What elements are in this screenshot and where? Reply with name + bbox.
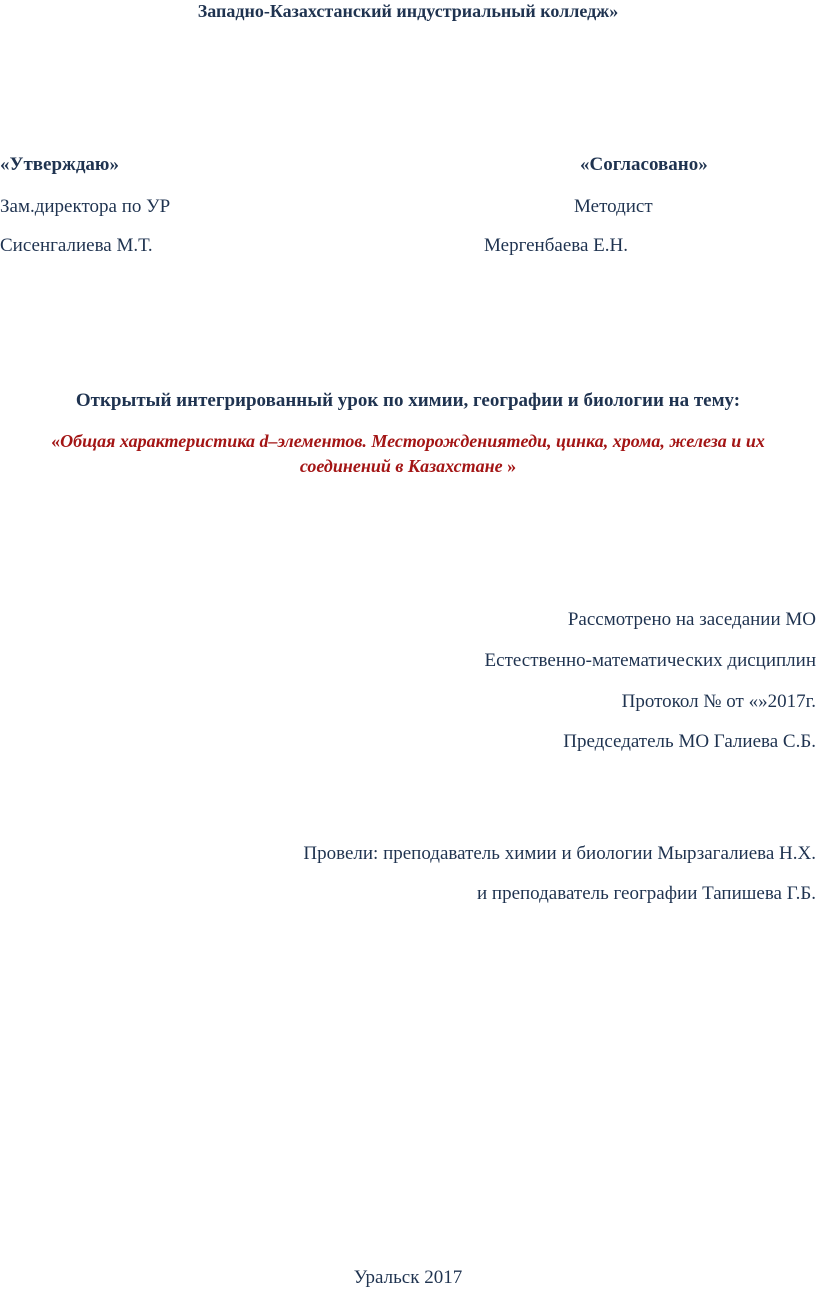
topic-line-1: Общая характеристика d–элементов. Месторожденияmеди, цинка, хрома, железа и их (60, 431, 765, 451)
topic-close-quote: » (502, 456, 517, 476)
city-year: Уральск 2017 (353, 1267, 463, 1288)
review-department: Естественно-математических дисциплин (484, 650, 816, 671)
approve-person: Сисенгалиева М.Т. (0, 235, 153, 256)
conducted-line-1: Провели: преподаватель химии и биологии Мырзагалиева Н.Х. (303, 843, 816, 864)
approve-position: Зам.директора по УР (0, 196, 171, 217)
review-chairman: Председатель МО Галиева С.Б. (563, 731, 816, 752)
review-protocol: Протокол № от «»2017г. (621, 691, 816, 712)
topic-line-2: соединений в Казахстане (299, 456, 503, 476)
agree-position: Методист (574, 196, 653, 217)
lesson-topic (0, 429, 816, 479)
review-considered: Рассмотрено на заседании МО (567, 609, 816, 630)
agree-person: Мергенбаева Е.Н. (484, 235, 628, 256)
lesson-title: Открытый интегрированный урок по химии, географии и биологии на тему: (75, 390, 741, 411)
agree-heading: «Согласовано» (580, 154, 708, 175)
college-name: Западно-Казахстанский индустриальный колледж» (197, 1, 619, 21)
approve-heading: «Утверждаю» (0, 154, 119, 175)
conducted-line-2: и преподаватель географии Тапишева Г.Б. (476, 883, 816, 904)
topic-open-quote: « (51, 431, 61, 451)
